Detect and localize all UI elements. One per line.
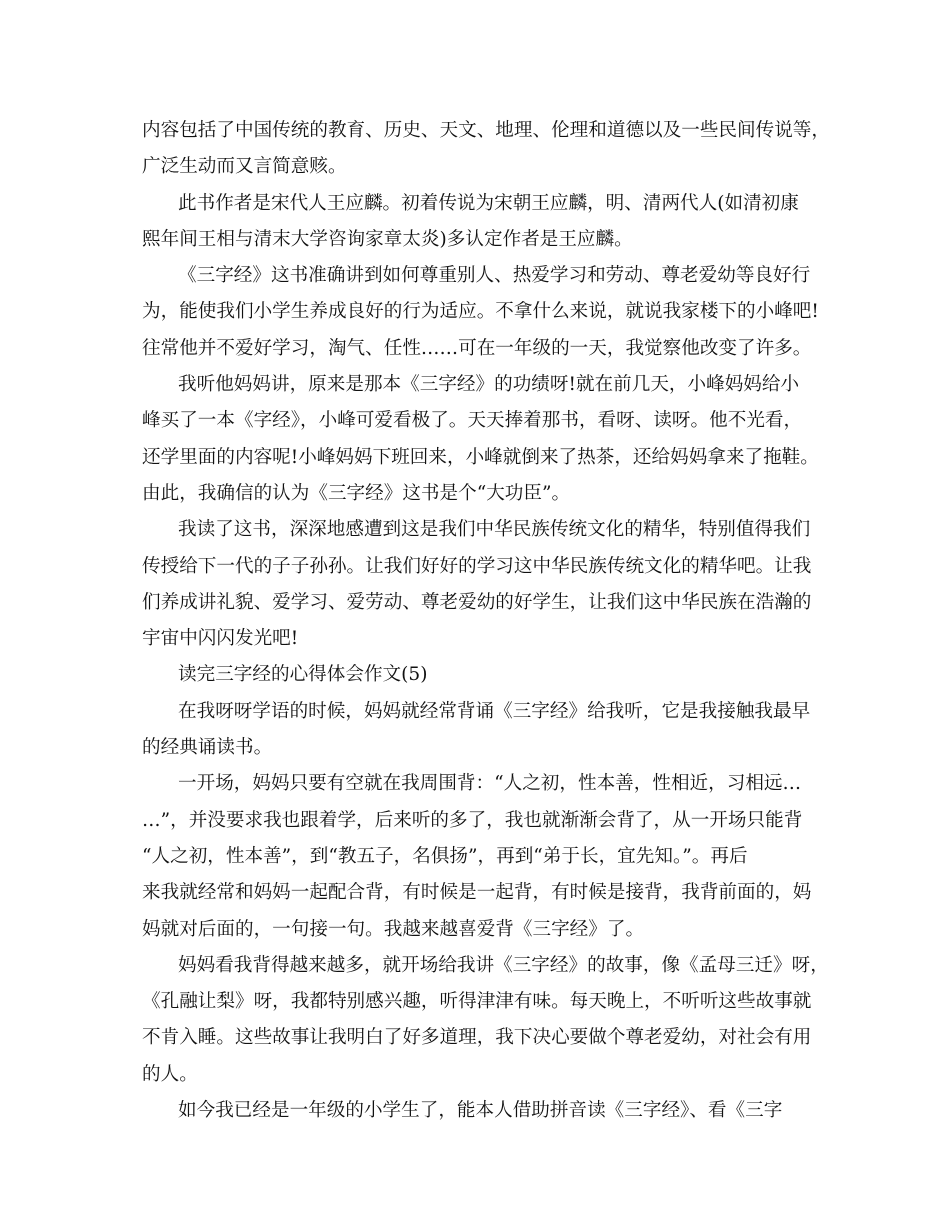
text-line: 的人。 [142, 1063, 198, 1085]
text-line: 此书作者是宋代人王应麟。初着传说为宋朝王应麟，明、清两代人(如清初康 [178, 192, 799, 214]
text-line: 如今我已经是一年级的小学生了，能本人借助拼音读《三字经》、看《三字 [178, 1100, 783, 1122]
text-line: 熙年间王相与清末大学咨询家章太炎)多认定作者是王应麟。 [142, 228, 633, 250]
text-line: 往常他并不爱好学习，淘气、任性……可在一年级的一天，我觉察他改变了许多。 [142, 337, 812, 359]
text-line: 宇宙中闪闪发光吧! [142, 628, 299, 650]
text-line: 在我呀呀学语的时候，妈妈就经常背诵《三字经》给我听，它是我接触我最早 [178, 700, 811, 722]
text-line: …”，并没要求我也跟着学，后来听的多了，我也就渐渐会背了，从一开场只能背 [142, 809, 803, 831]
text-line: 传授给下一代的子子孙孙。让我们好好的学习这中华民族传统文化的精华吧。让我 [142, 555, 812, 577]
text-line: 不肯入睡。这些故事让我明白了好多道理，我下决心要做个尊老爱幼，对社会有用 [142, 1027, 812, 1049]
text-line: 我读了这书，深深地感遭到这是我们中华民族传统文化的精华，特别值得我们 [178, 519, 811, 541]
text-line: 由此，我确信的认为《三字经》这书是个“大功臣”。 [142, 482, 571, 504]
text-line: 一开场，妈妈只要有空就在我周围背：“人之初，性本善，性相近，习相远… [178, 773, 802, 795]
text-line: 的经典诵读书。 [142, 737, 273, 759]
text-line: 我听他妈妈讲，原来是那本《三字经》的功绩呀!就在前几天，小峰妈妈给小 [178, 374, 800, 396]
text-line: 内容包括了中国传统的教育、历史、天文、地理、伦理和道德以及一些民间传说等， [142, 120, 830, 141]
text-line: “人之初，性本善”，到“教五子，名俱扬”，再到“弟于长，宜先知。”。再后 [142, 845, 748, 867]
text-line: 《孔融让梨》呀，我都特别感兴趣，听得津津有味。每天晚上，不听听这些故事就 [142, 991, 812, 1013]
text-line: 还学里面的内容呢!小峰妈妈下班回来，小峰就倒来了热茶，还给妈妈拿来了拖鞋。 [142, 446, 819, 468]
text-line: 妈妈看我背得越来越多，就开场给我讲《三字经》的故事，像《孟母三迁》呀， [178, 954, 829, 976]
text-line: 来我就经常和妈妈一起配合背，有时候是一起背，有时候是接背，我背前面的，妈 [142, 882, 812, 904]
text-line: 峰买了一本《字经》，小峰可爱看极了。天天捧着那书，看呀、读呀。他不光看， [142, 410, 803, 432]
section-heading: 读完三字经的心得体会作文(5) [178, 664, 428, 686]
text-line: 为，能使我们小学生养成良好的行为适应。不拿什么来说，就说我家楼下的小峰吧! [142, 301, 819, 323]
document-body [142, 113, 830, 1129]
text-line: 广泛生动而又言简意赅。 [142, 156, 347, 178]
text-line: 妈就对后面的，一句接一句。我越来越喜爱背《三字经》了。 [142, 918, 645, 940]
text-line: 《三字经》这书准确讲到如何尊重别人、热爱学习和劳动、尊老爱幼等良好行 [178, 265, 811, 287]
text-line: 们养成讲礼貌、爱学习、爱劳动、尊老爱幼的好学生，让我们这中华民族在浩瀚的 [142, 591, 812, 613]
